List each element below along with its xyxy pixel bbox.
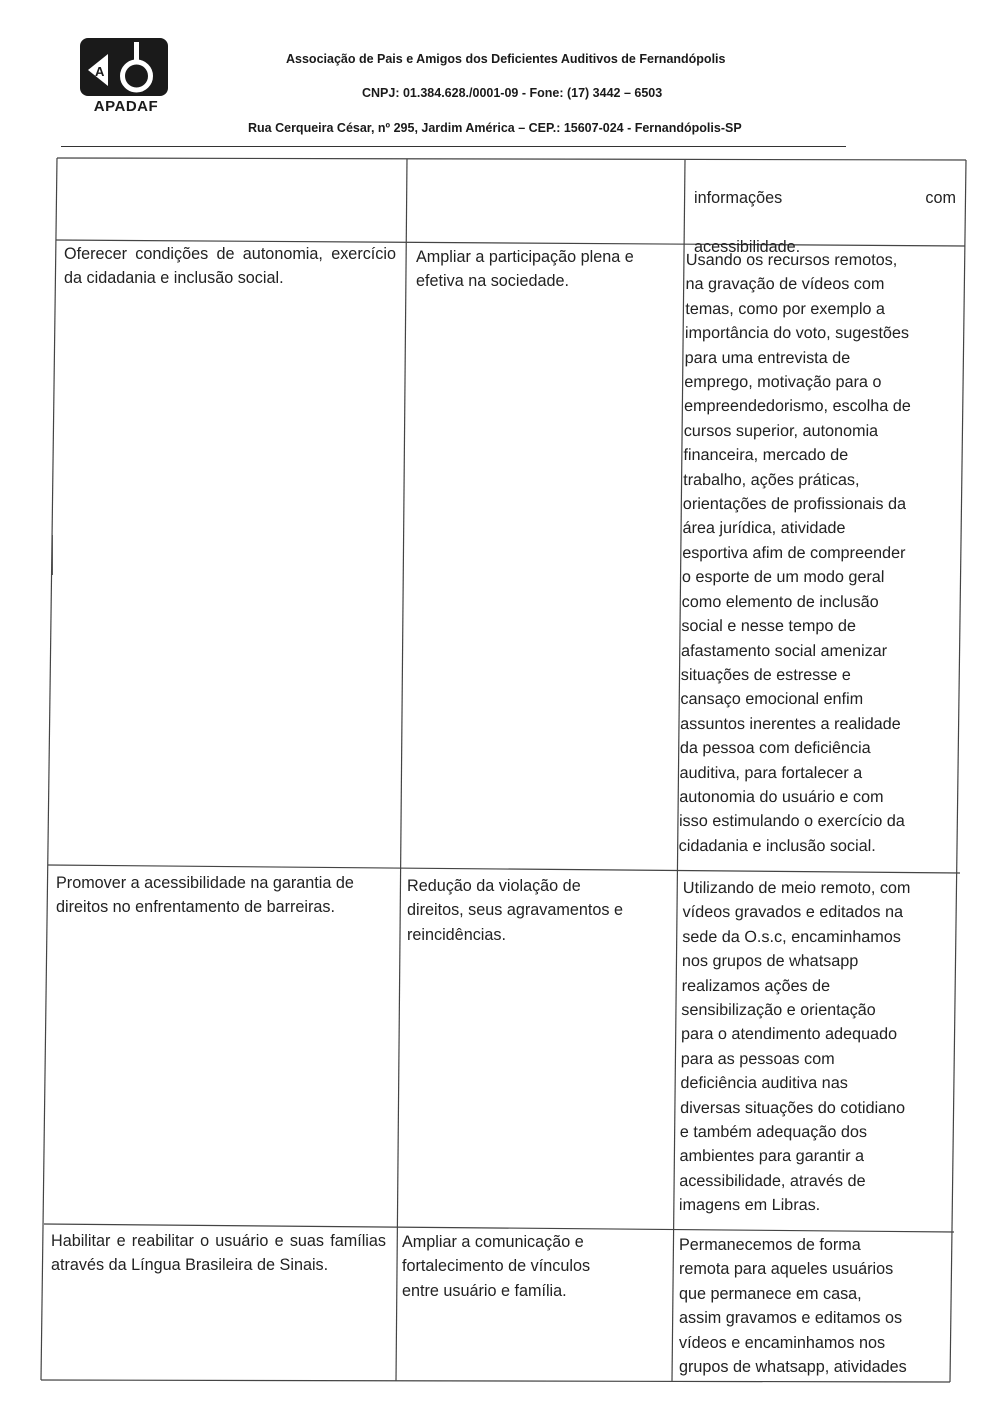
row2-actions: Utilizando de meio remoto, com vídeos gravados e editados na sede da O.s.c, encaminhamos nos grupos de whatsapp realizamos ações de sensibilização e orientação para o atendimento adequado para as pessoas com deficiência auditiva nas diversas situações do cotidiano e também adequação dos ambientes para garantir a acessibilidade, através de imagens em Libras. (678, 879, 911, 1215)
logo-letter: A (95, 64, 105, 79)
header-divider (61, 146, 846, 147)
scan-artifact (52, 535, 53, 575)
address-line: Rua Cerqueira César, nº 295, Jardim América – CEP.: 15607-024 - Fernandópolis-SP (248, 121, 742, 135)
continuation-line-2: acessibilidade. (694, 238, 801, 257)
row2-result: Redução da violação de direitos, seus agravamentos e reincidências. (407, 877, 623, 944)
continuation-word-1: informações (694, 189, 783, 208)
logo-text: APADAF (93, 98, 159, 115)
row3-result: Ampliar a comunicação e fortalecimento de vínculos entre usuário e família. (402, 1233, 591, 1300)
cnpj-phone-line: CNPJ: 01.384.628./0001-09 - Fone: (17) 3442 – 6503 (362, 86, 663, 100)
logo-mark-icon (78, 36, 170, 98)
row1-actions: Usando os recursos remotos, na gravação de vídeos com temas, como por exemplo a importância do voto, sugestões para uma entrevista de emprego, motivação para o empreendedorismo, escolha de cursos superior, autonomia financeira, mercado de trabalho, ações práticas, orientações de profissionais da área jurídica, atividade esportiva afim de compreender o esporte de um modo geral como elemento de inclusão social e nesse tempo de afastamento social amenizar situações de estresse e cansaço emocional enfim assuntos inerentes a realidade da pessoa com deficiência auditiva, para fortalecer a autonomia do usuário e com isso estimulando o exercício da cidadania e inclusão social. (678, 251, 911, 855)
row1-result: Ampliar a participação plena e efetiva na sociedade. (416, 248, 634, 291)
row1-objective: Oferecer condições de autonomia, exercício da cidadania e inclusão social. (64, 245, 396, 288)
continuation-word-2: com (925, 189, 956, 208)
row3-actions: Permanecemos de forma remota para aqueles usuários que permanece em casa, assim gravamos e editamos os vídeos e encaminhamos nos grupos de whatsapp, atividades (679, 1236, 907, 1377)
row3-objective: Habilitar e reabilitar o usuário e suas famílias através da Língua Brasileira de Sinais. (51, 1232, 386, 1275)
organization-name: Associação de Pais e Amigos dos Deficientes Auditivos de Fernandópolis (286, 52, 726, 66)
row2-objective: Promover a acessibilidade na garantia de direitos no enfrentamento de barreiras. (56, 874, 354, 917)
